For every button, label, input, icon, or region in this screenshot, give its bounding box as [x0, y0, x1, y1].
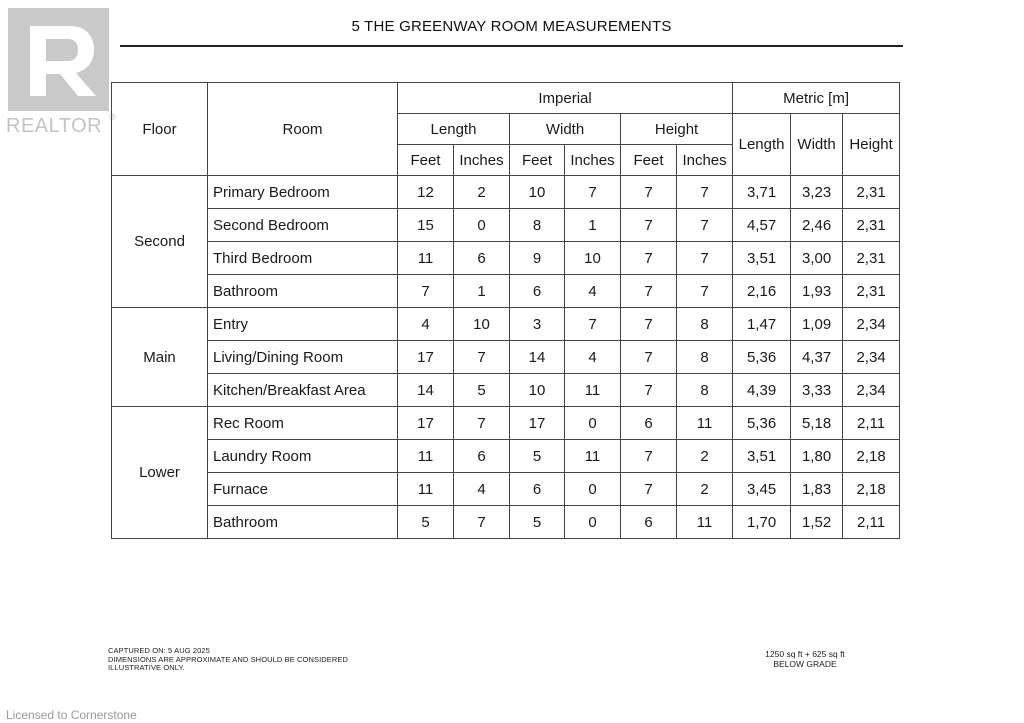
- table-row: [112, 341, 900, 374]
- metric-height-cell: 2,34: [843, 374, 900, 407]
- table-row: [112, 275, 900, 308]
- length-feet-cell: 4: [398, 308, 454, 341]
- metric-height-cell: 2,18: [843, 473, 900, 506]
- area-note: [740, 649, 870, 669]
- length-feet-cell: 17: [398, 407, 454, 440]
- room-cell: Rec Room: [208, 407, 398, 440]
- metric-length-cell: 3,51: [733, 242, 791, 275]
- width-inches-cell: 1: [565, 209, 621, 242]
- height-inches-cell: 2: [677, 440, 733, 473]
- height-inches-cell: 11: [677, 407, 733, 440]
- length-feet-cell: 5: [398, 506, 454, 539]
- width-inches-cell: 4: [565, 341, 621, 374]
- table-row: [112, 374, 900, 407]
- header-imperial-height: Height: [621, 114, 733, 145]
- metric-width-cell: 3,23: [791, 176, 843, 209]
- height-feet-cell: 7: [621, 308, 677, 341]
- header-metric-width: Width: [791, 114, 843, 176]
- length-inches-cell: 7: [454, 407, 510, 440]
- width-inches-cell: 11: [565, 374, 621, 407]
- room-cell: Second Bedroom: [208, 209, 398, 242]
- floor-cell: Lower: [112, 407, 208, 539]
- width-inches-cell: 7: [565, 308, 621, 341]
- metric-length-cell: 3,71: [733, 176, 791, 209]
- length-inches-cell: 2: [454, 176, 510, 209]
- metric-length-cell: 1,70: [733, 506, 791, 539]
- table-row: [112, 407, 900, 440]
- realtor-r-icon: [8, 8, 109, 111]
- header-imperial-length: Length: [398, 114, 510, 145]
- length-feet-cell: 12: [398, 176, 454, 209]
- metric-height-cell: 2,31: [843, 176, 900, 209]
- room-cell: Living/Dining Room: [208, 341, 398, 374]
- width-inches-cell: 0: [565, 473, 621, 506]
- table-row: [112, 176, 900, 209]
- width-feet-cell: 5: [510, 440, 565, 473]
- metric-length-cell: 4,57: [733, 209, 791, 242]
- width-feet-cell: 10: [510, 176, 565, 209]
- height-inches-cell: 8: [677, 374, 733, 407]
- metric-height-cell: 2,34: [843, 308, 900, 341]
- length-feet-cell: 11: [398, 473, 454, 506]
- header-width-feet: Feet: [510, 145, 565, 176]
- room-cell: Bathroom: [208, 506, 398, 539]
- header-imperial-width: Width: [510, 114, 621, 145]
- header-imperial: Imperial: [398, 83, 733, 114]
- metric-width-cell: 3,00: [791, 242, 843, 275]
- height-feet-cell: 7: [621, 473, 677, 506]
- width-feet-cell: 10: [510, 374, 565, 407]
- height-feet-cell: 6: [621, 407, 677, 440]
- length-inches-cell: 10: [454, 308, 510, 341]
- room-cell: Entry: [208, 308, 398, 341]
- table-row: [112, 440, 900, 473]
- page-title: 5 THE GREENWAY ROOM MEASUREMENTS: [351, 18, 672, 35]
- header-floor: Floor: [112, 83, 208, 176]
- capture-note: [108, 647, 348, 673]
- length-inches-cell: 4: [454, 473, 510, 506]
- title-divider: [120, 45, 903, 47]
- header-length-feet: Feet: [398, 145, 454, 176]
- length-feet-cell: 11: [398, 440, 454, 473]
- length-inches-cell: 6: [454, 440, 510, 473]
- header-metric-length: Length: [733, 114, 791, 176]
- disclaimer-line-2: ILLUSTRATIVE ONLY.: [108, 663, 185, 672]
- room-cell: Primary Bedroom: [208, 176, 398, 209]
- length-inches-cell: 7: [454, 341, 510, 374]
- metric-width-cell: 2,46: [791, 209, 843, 242]
- length-inches-cell: 6: [454, 242, 510, 275]
- height-feet-cell: 7: [621, 275, 677, 308]
- header-width-inches: Inches: [565, 145, 621, 176]
- metric-width-cell: 4,37: [791, 341, 843, 374]
- header-metric: Metric [m]: [733, 83, 900, 114]
- room-cell: Bathroom: [208, 275, 398, 308]
- width-feet-cell: 14: [510, 341, 565, 374]
- height-feet-cell: 7: [621, 440, 677, 473]
- metric-width-cell: 1,09: [791, 308, 843, 341]
- metric-length-cell: 4,39: [733, 374, 791, 407]
- length-inches-cell: 1: [454, 275, 510, 308]
- area-total: 1250 sq ft + 625 sq ft: [765, 649, 845, 659]
- width-feet-cell: 6: [510, 275, 565, 308]
- height-feet-cell: 7: [621, 341, 677, 374]
- height-feet-cell: 7: [621, 176, 677, 209]
- width-feet-cell: 17: [510, 407, 565, 440]
- header-room: Room: [208, 83, 398, 176]
- table-row: [112, 308, 900, 341]
- height-inches-cell: 7: [677, 275, 733, 308]
- floor-cell: Main: [112, 308, 208, 407]
- room-measurements-table: [111, 82, 900, 539]
- height-feet-cell: 7: [621, 374, 677, 407]
- length-inches-cell: 7: [454, 506, 510, 539]
- metric-length-cell: 2,16: [733, 275, 791, 308]
- width-feet-cell: 5: [510, 506, 565, 539]
- height-feet-cell: 7: [621, 242, 677, 275]
- width-inches-cell: 10: [565, 242, 621, 275]
- metric-width-cell: 1,83: [791, 473, 843, 506]
- width-inches-cell: 4: [565, 275, 621, 308]
- table-row: [112, 242, 900, 275]
- length-feet-cell: 11: [398, 242, 454, 275]
- width-inches-cell: 0: [565, 506, 621, 539]
- length-feet-cell: 15: [398, 209, 454, 242]
- realtor-logo: [6, 8, 116, 136]
- width-feet-cell: 6: [510, 473, 565, 506]
- metric-length-cell: 3,51: [733, 440, 791, 473]
- height-inches-cell: 7: [677, 242, 733, 275]
- width-feet-cell: 3: [510, 308, 565, 341]
- room-cell: Kitchen/Breakfast Area: [208, 374, 398, 407]
- width-inches-cell: 0: [565, 407, 621, 440]
- height-inches-cell: 11: [677, 506, 733, 539]
- length-feet-cell: 17: [398, 341, 454, 374]
- metric-length-cell: 3,45: [733, 473, 791, 506]
- height-inches-cell: 7: [677, 209, 733, 242]
- room-cell: Furnace: [208, 473, 398, 506]
- metric-height-cell: 2,11: [843, 506, 900, 539]
- height-feet-cell: 6: [621, 506, 677, 539]
- width-feet-cell: 9: [510, 242, 565, 275]
- room-cell: Laundry Room: [208, 440, 398, 473]
- metric-height-cell: 2,31: [843, 275, 900, 308]
- metric-length-cell: 5,36: [733, 407, 791, 440]
- height-inches-cell: 2: [677, 473, 733, 506]
- header-height-feet: Feet: [621, 145, 677, 176]
- width-inches-cell: 7: [565, 176, 621, 209]
- length-feet-cell: 14: [398, 374, 454, 407]
- metric-height-cell: 2,34: [843, 341, 900, 374]
- length-feet-cell: 7: [398, 275, 454, 308]
- metric-height-cell: 2,18: [843, 440, 900, 473]
- room-cell: Third Bedroom: [208, 242, 398, 275]
- header-height-inches: Inches: [677, 145, 733, 176]
- table-row: [112, 209, 900, 242]
- header-length-inches: Inches: [454, 145, 510, 176]
- header-metric-height: Height: [843, 114, 900, 176]
- length-inches-cell: 5: [454, 374, 510, 407]
- metric-width-cell: 1,80: [791, 440, 843, 473]
- height-feet-cell: 7: [621, 209, 677, 242]
- metric-width-cell: 5,18: [791, 407, 843, 440]
- metric-height-cell: 2,11: [843, 407, 900, 440]
- length-inches-cell: 0: [454, 209, 510, 242]
- width-inches-cell: 11: [565, 440, 621, 473]
- width-feet-cell: 8: [510, 209, 565, 242]
- table-row: [112, 506, 900, 539]
- table-body: [112, 176, 900, 539]
- metric-height-cell: 2,31: [843, 242, 900, 275]
- metric-length-cell: 1,47: [733, 308, 791, 341]
- registered-mark: ®: [109, 112, 116, 122]
- floor-cell: Second: [112, 176, 208, 308]
- height-inches-cell: 7: [677, 176, 733, 209]
- metric-width-cell: 3,33: [791, 374, 843, 407]
- height-inches-cell: 8: [677, 308, 733, 341]
- metric-width-cell: 1,93: [791, 275, 843, 308]
- metric-length-cell: 5,36: [733, 341, 791, 374]
- area-below-grade: BELOW GRADE: [773, 659, 837, 669]
- captured-date: CAPTURED ON: 5 AUG 2025: [108, 646, 210, 655]
- disclaimer-line-1: DIMENSIONS ARE APPROXIMATE AND SHOULD BE CONSIDERED: [108, 654, 349, 664]
- table-row: [112, 473, 900, 506]
- metric-height-cell: 2,31: [843, 209, 900, 242]
- metric-width-cell: 1,52: [791, 506, 843, 539]
- license-text: Licensed to Cornerstone: [6, 708, 137, 722]
- realtor-logo-word: REALTOR: [6, 115, 103, 137]
- height-inches-cell: 8: [677, 341, 733, 374]
